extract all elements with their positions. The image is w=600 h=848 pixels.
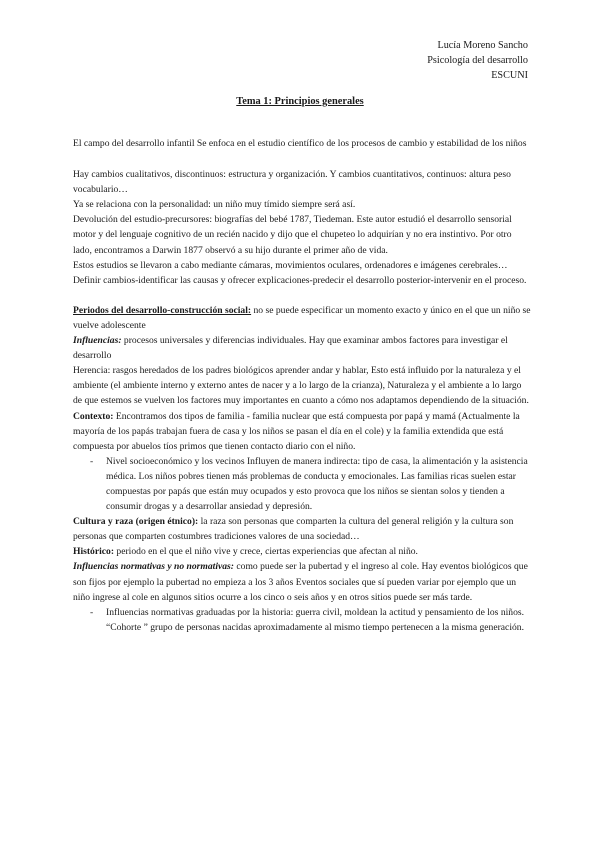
contexto-list [73,454,531,514]
influencias-label: Influencias: [73,335,122,347]
intro-paragraph-1: El campo del desarrollo infantil Se enfoca en el estudio científico de los procesos de cambio y estabilidad de los niños [73,138,527,149]
intro-paragraph-2: Hay cambios cualitativos, discontinuos: estructura y organización. Y cambios cuantitativos, continuos: altura peso vocabulario… [73,169,511,196]
list-item-graduadas: - Influencias normativas graduadas por la historia: guerra civil, moldean la actitud y pensamiento de los niños. “Cohorte ” grupo de personas nacidas aproximadamente al mismo tiempo pertenecen a la misma generación. [73,605,531,635]
document-body [73,136,531,635]
intro-paragraph-3: Ya se relaciona con la personalidad: un niño muy tímido siempre será así. [73,199,356,211]
contexto-text: Encontramos dos tipos de familia - familia nuclear que está compuesta por papá y mamá (Actualmente la mayoría de los papás trabajan fuera de casa y los niños se pasan el día en el cole) y la familia extendida que está compuesta por abuelos tíos primos que tienen contacto diario con el niño. [73,410,520,452]
normativas-text: como puede ser la pubertad y el ingreso al cole. Hay eventos biológicos que son fijos por ejemplo la pubertad no empieza a los 3 años Eventos sociales que sí pueden variar por ejemplo que un niño ingrese al cole en algunos sitios ocurre a los cinco o seis años y en otros sitios puede ser más tarde. [73,561,528,603]
cultura-label: Cultura y raza (origen étnico): [73,516,199,528]
periodos-label: Periodos del desarrollo-construcción social: [73,304,252,316]
normativas-paragraph [73,559,531,604]
herencia-paragraph: Herencia: rasgos heredados de los padres biológicos aprender andar y hablar, Esto está influido por la naturaleza y el ambiente (el ambiente interno y externo antes de nacer y a lo largo de la crianza), Naturaleza y el ambiente a lo largo de que estemos se vuelven los factores muy importantes en cuanto a cómo nos adaptamos dependiendo de la situación. [73,365,529,407]
influencias-paragraph [73,333,531,363]
normativas-label: Influencias normativas y no normativas: [73,561,234,573]
cultura-paragraph [73,514,531,544]
intro-paragraph-6: Definir cambios-identificar las causas y ofrecer explicaciones-predecir el desarrollo posterior-intervenir en el proceso. [73,274,527,286]
cultura-text: la raza son personas que comparten la cultura del general religión y la cultura son personas que comparten costumbres tradiciones valores de una sociedad… [73,516,514,543]
author-name: Lucía Moreno Sancho [437,40,528,51]
historico-text: periodo en el que el niño vive y crece, ciertas experiencias que afectan al niño. [114,546,418,558]
historico-label: Histórico: [73,546,115,558]
contexto-paragraph [73,409,531,454]
list-item-nivel: - Nivel socioeconómico y los vecinos Influyen de manera indirecta: tipo de casa, la alimentación y la asistencia médica. Los niños pobres tienen más problemas de conducta y emocionales. Las familias ricas suelen estar compuestas por papás que están muy ocupados y esto provoca que los niños se sientan solos y tienden a consumir drogas y a desarrollar ansiedad y depresión. [73,454,531,514]
document-title: Tema 1: Principios generales [236,96,364,107]
periodos-paragraph [73,303,531,333]
school-name: ESCUNI [491,70,528,81]
historico-paragraph [73,544,531,559]
influencias-text: procesos universales y diferencias individuales. Hay que examinar ambos factores para investigar el desarrollo [73,335,508,362]
document-header [427,38,528,83]
intro-paragraph-5: Estos estudios se llevaron a cabo mediante cámaras, movimientos oculares, ordenadores e imágenes cerebrales… [73,259,508,271]
periodos-text: no se puede especificar un momento exacto y único en el que un niño se vuelve adolescente [73,304,531,331]
intro-paragraph-4: Devolución del estudio-precursores: biografías del bebé 1787, Tiedeman. Este autor estudió el desarrollo sensorial motor y del lenguaje cognitivo de un recién nacido y dijo que el chupeteo lo adquirían y no era instintivo. Por otro lado, encontramos a Darwin 1877 observó a su hijo durante el primer año de vida. [73,214,512,256]
contexto-label: Contexto: [73,410,114,422]
normativas-list [73,605,531,635]
subject-name: Psicología del desarrollo [427,55,528,66]
